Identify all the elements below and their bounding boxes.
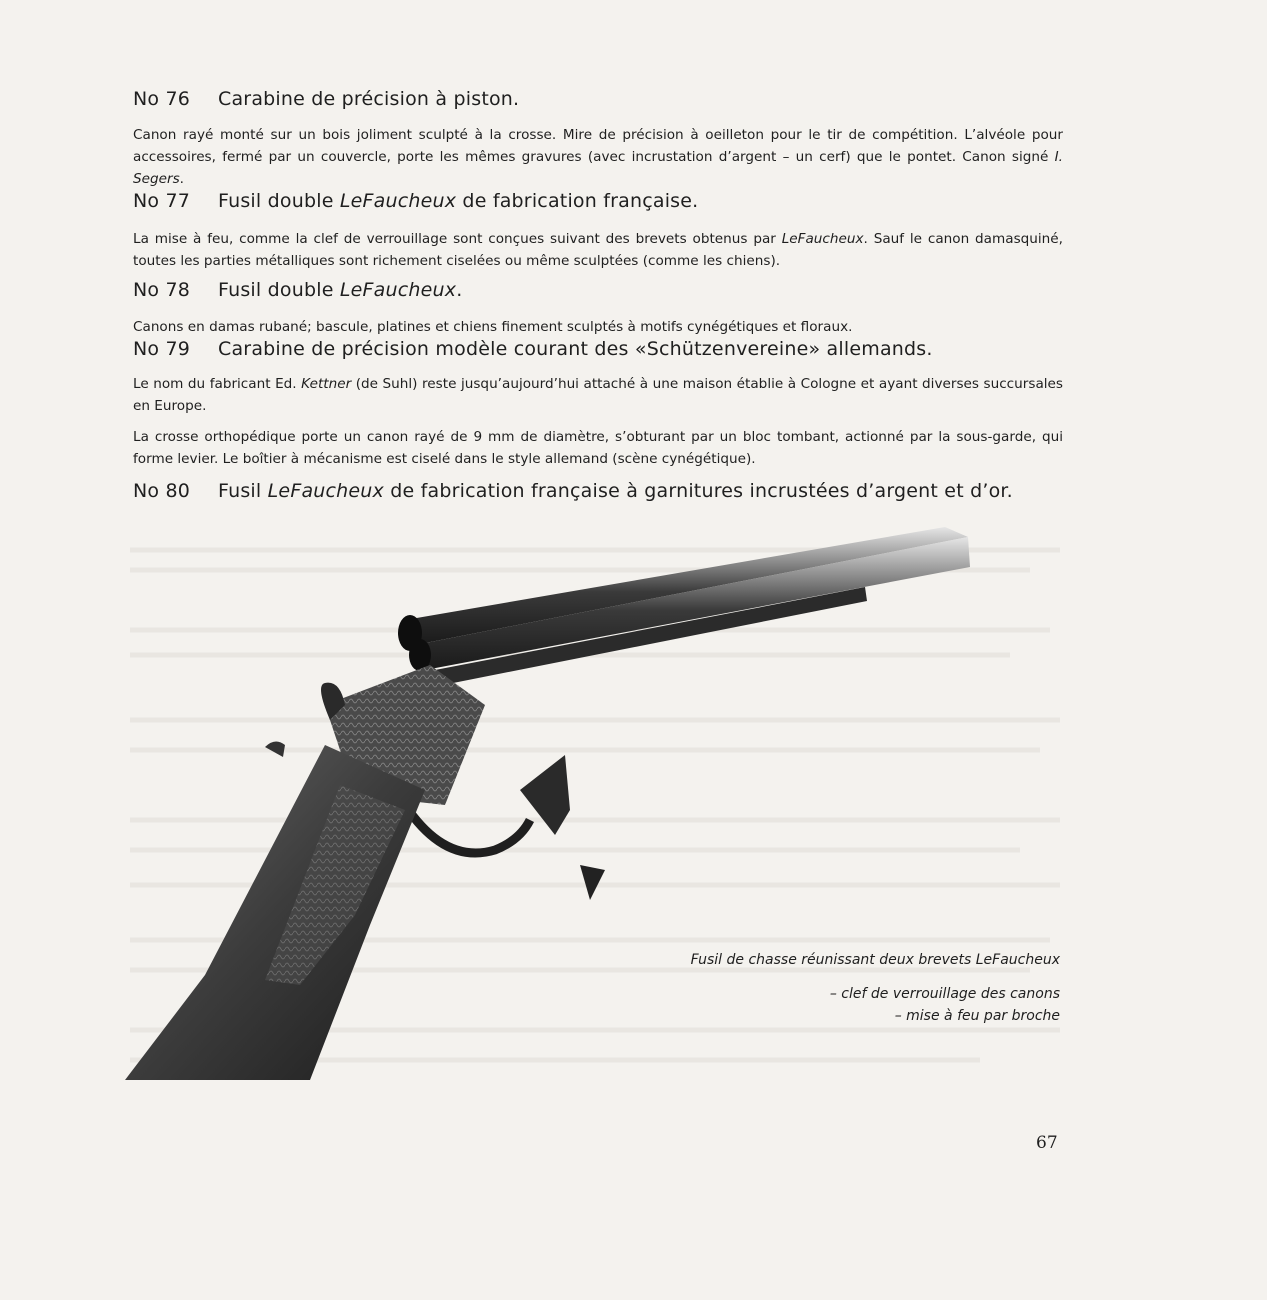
signature-name: I. Segers — [133, 149, 1063, 187]
entry-number: No 76 — [133, 88, 191, 110]
entry-title: Fusil double — [218, 279, 340, 301]
hammer-spur — [265, 741, 285, 757]
entry-79-heading — [133, 338, 933, 360]
entry-number: No 80 — [133, 480, 191, 502]
entry-title-end: . — [456, 279, 463, 301]
description-end: . — [179, 171, 184, 187]
trigger-guard — [405, 805, 530, 853]
stock — [125, 745, 425, 1080]
entry-78-heading — [133, 279, 462, 301]
photo-caption-line3: – mise à feu par broche — [894, 1008, 1060, 1024]
description-end: (de Suhl) reste jusqu’aujourd’hui attaché à une maison établie à Cologne et ayant diverses succursales en Europe. — [133, 376, 1063, 414]
description-text: Canon rayé monté sur un bois joliment sculpté à la crosse. Mire de précision à oeilleton pour le tir de compétition. L’alvéole pour accessoires, fermé par un couvercle, porte les mêmes gravures (avec incrustation d’argent – un cerf) que le pontet. Canon signé — [133, 127, 1063, 165]
entry-number: No 79 — [133, 338, 191, 360]
lower-barrel — [415, 537, 970, 670]
entry-79-description — [133, 373, 1063, 417]
maker-name: Kettner — [301, 376, 352, 392]
maker-name: LeFaucheux — [781, 231, 864, 247]
entry-title-end: de fabrication française. — [456, 190, 699, 212]
maker-name: LeFaucheux — [339, 190, 457, 212]
entry-78-description: Canons en damas rubané; bascule, platines et chiens finement sculptés à motifs cynégétiques et floraux. — [133, 319, 853, 335]
entry-number: No 78 — [133, 279, 191, 301]
page-number: 67 — [1036, 1133, 1058, 1153]
entry-title-end: de fabrication française à garnitures incrustées d’argent et d’or. — [384, 480, 1013, 502]
description-text: Le nom du fabricant Ed. — [133, 376, 302, 392]
entry-number: No 77 — [133, 190, 191, 212]
entry-77-heading — [133, 190, 698, 212]
photo-caption-line2: – clef de verrouillage des canons — [829, 986, 1060, 1002]
entry-title: Carabine de précision à piston. — [218, 88, 520, 110]
description-end: . Sauf le canon damasquiné, toutes les parties métalliques sont richement ciselées ou même sculptées (comme les chiens). — [133, 231, 1063, 269]
shotgun-photo — [125, 505, 1025, 1090]
maker-name: LeFaucheux — [267, 480, 384, 502]
entry-title: Carabine de précision modèle courant des «Schützenvereine» allemands. — [218, 338, 933, 360]
entry-title: Fusil double — [218, 190, 340, 212]
entry-76-heading — [133, 88, 519, 110]
photo-caption-line1: Fusil de chasse réunissant deux brevets LeFaucheux — [690, 952, 1060, 968]
maker-name: LeFaucheux — [339, 279, 457, 301]
guard-tang — [580, 865, 605, 900]
description-text: La mise à feu, comme la clef de verrouillage sont conçues suivant des brevets obtenus par — [133, 231, 782, 247]
entry-76-description — [133, 124, 1063, 190]
entry-77-description — [133, 228, 1063, 272]
entry-title: Fusil — [218, 480, 268, 502]
entry-80-heading — [133, 480, 1013, 502]
entry-79-description-2: La crosse orthopédique porte un canon rayé de 9 mm de diamètre, s’obturant par un bloc tombant, actionné par la sous-garde, qui forme levier. Le boîtier à mécanisme est ciselé dans le style allemand (scène cynégétique). — [133, 429, 1063, 467]
